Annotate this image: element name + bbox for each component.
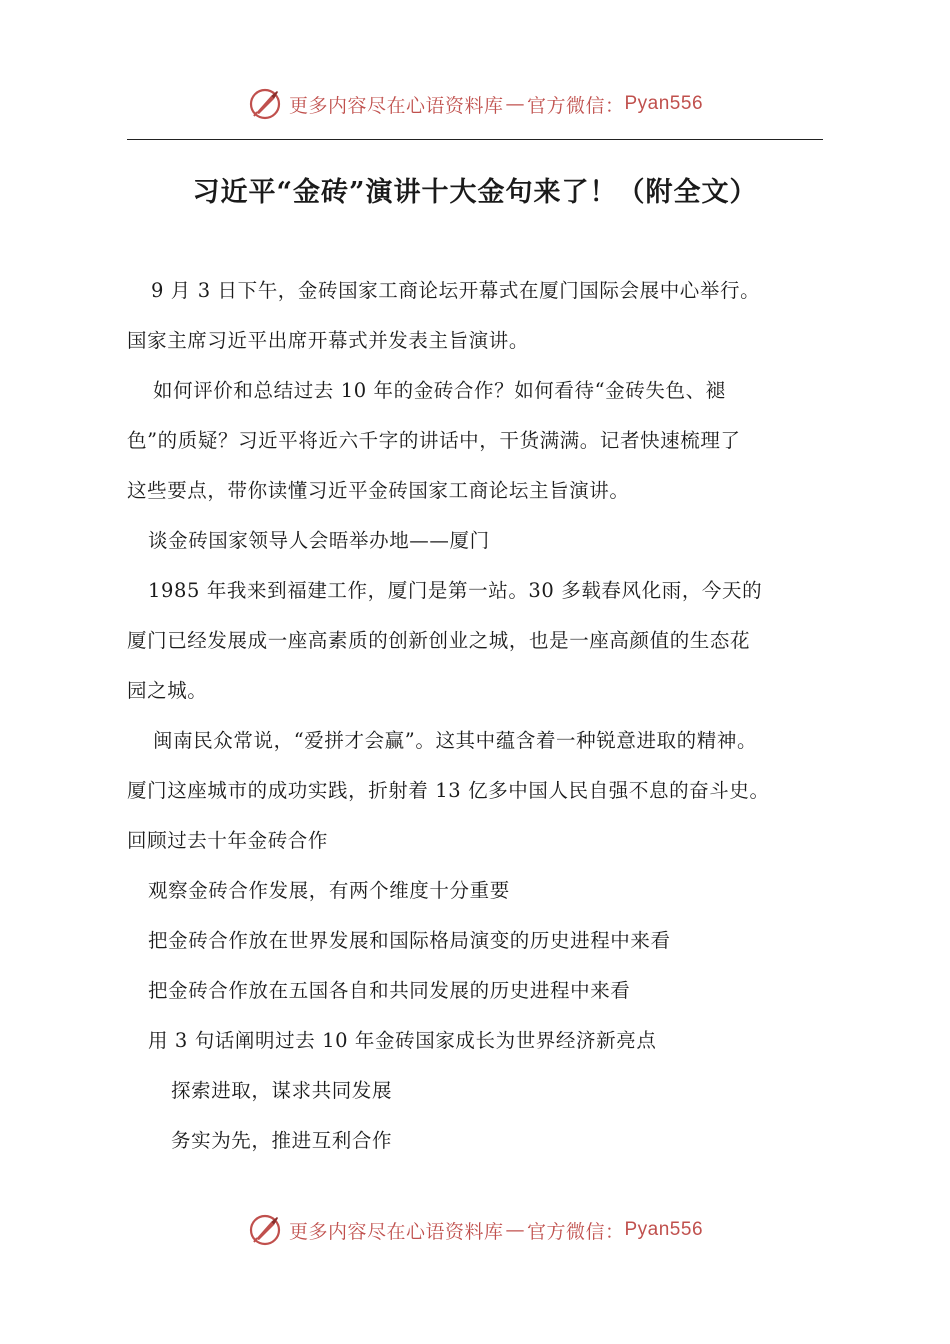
paragraph-line: 这些要点，带你读懂习近平金砖国家工商论坛主旨演讲。 xyxy=(127,479,630,502)
paragraph-line: 厦门已经发展成一座高素质的创新创业之城，也是一座高颜值的生态花 xyxy=(127,629,751,652)
paragraph-line: 用 3 句话阐明过去 10 年金砖国家成长为世界经济新亮点 xyxy=(148,1029,657,1052)
list-item: 务实为先，推进互利合作 xyxy=(171,1129,393,1152)
document-title: 习近平“金砖”演讲十大金句来了！（附全文） xyxy=(192,177,758,208)
paragraph-line: 厦门这座城市的成功实践，折射着 13 亿多中国人民自强不息的奋斗史。 xyxy=(127,779,770,802)
paragraph-line: 色”的质疑？习近平将近六千字的讲话中，干货满满。记者快速梳理了 xyxy=(127,429,741,452)
paragraph-line: 把金砖合作放在五国各自和共同发展的历史进程中来看 xyxy=(148,979,631,1002)
footer-wechat-label: 官方微信： xyxy=(526,1220,625,1243)
document-body xyxy=(127,266,827,1166)
paragraph-line: 把金砖合作放在世界发展和国际格局演变的历史进程中来看 xyxy=(148,929,671,952)
list-item: 探索进取，谋求共同发展 xyxy=(171,1079,393,1102)
paragraph-line: 9 月 3 日下午，金砖国家工商论坛开幕式在厦门国际会展中心举行。 xyxy=(151,279,761,302)
paragraph-line: 园之城。 xyxy=(127,679,208,702)
header-wechat-id: Pyan556 xyxy=(624,93,704,114)
paragraph-line: 观察金砖合作发展，有两个维度十分重要 xyxy=(148,879,510,902)
footer-brand-text: 更多内容尽在心语资料库 xyxy=(288,1220,504,1243)
header-rule xyxy=(127,139,823,140)
paragraph-line: 闽南民众常说，“爱拼才会赢”。这其中蕴含着一种锐意进取的精神。 xyxy=(153,729,758,752)
header-banner xyxy=(0,84,950,124)
paragraph-line: 1985 年我来到福建工作，厦门是第一站。30 多载春风化雨，今天的 xyxy=(148,579,763,602)
header-brand-text: 更多内容尽在心语资料库 xyxy=(288,94,504,117)
footer-separator: — xyxy=(505,1219,525,1241)
footer-wechat-id: Pyan556 xyxy=(624,1219,704,1240)
header-wechat-label: 官方微信： xyxy=(526,94,625,117)
section-heading: 谈金砖国家领导人会晤举办地——厦门 xyxy=(148,529,490,552)
paragraph-line: 如何评价和总结过去 10 年的金砖合作？如何看待“金砖失色、褪 xyxy=(153,379,726,402)
quill-pen-logo-icon xyxy=(247,86,283,122)
section-heading: 回顾过去十年金砖合作 xyxy=(127,829,329,852)
footer-banner xyxy=(0,1210,950,1250)
paragraph-line: 国家主席习近平出席开幕式并发表主旨演讲。 xyxy=(127,329,530,352)
quill-pen-logo-icon xyxy=(247,1212,283,1248)
header-separator: — xyxy=(505,93,525,115)
